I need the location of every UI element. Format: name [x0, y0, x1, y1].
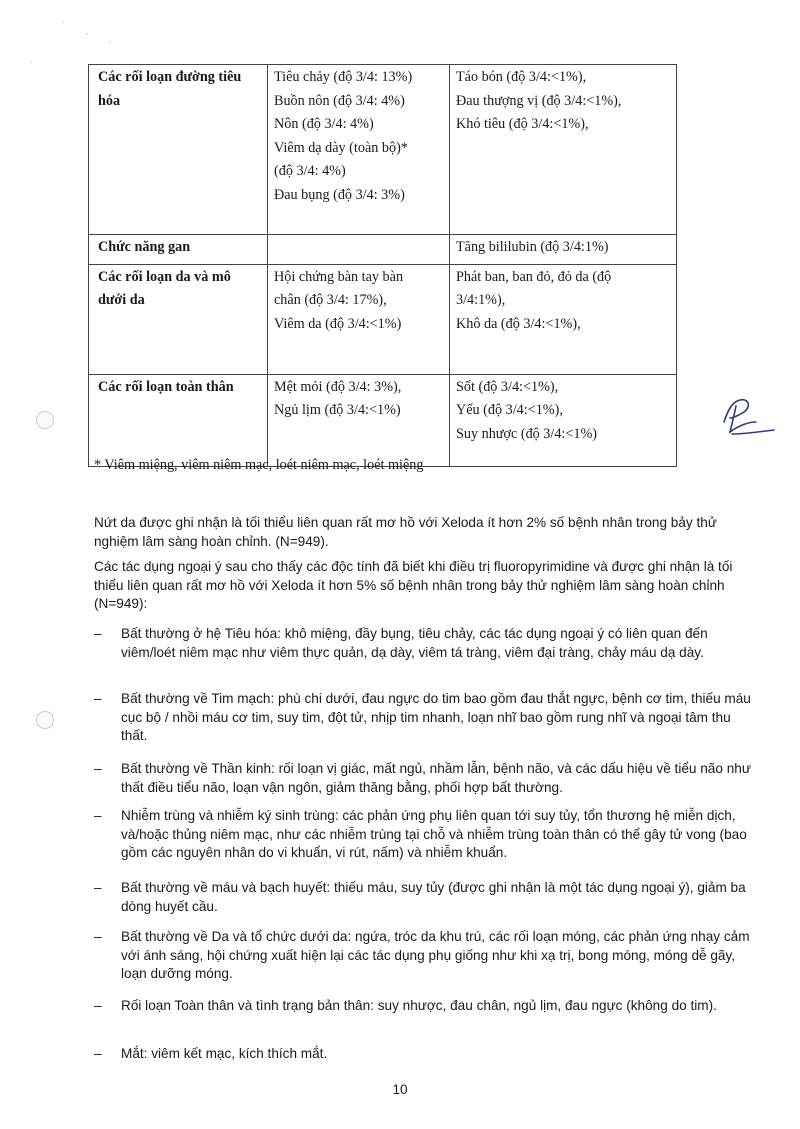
uncommon-effects-cell	[450, 65, 677, 235]
effect-line: Viêm da (độ 3/4:<1%)	[274, 315, 402, 332]
bullet-marker: –	[94, 626, 102, 641]
table-row	[89, 374, 677, 466]
effect-line: chân (độ 3/4: 17%),	[274, 292, 387, 308]
effect-line: Mệt mỏi (độ 3/4: 3%),	[274, 378, 402, 395]
list-item-text: Bất thường về Thần kinh: rối loạn vị giác, mất ngủ, nhầm lẫn, bệnh não, và các dấu hiệu về tiểu não như thất điều tiểu não, loạn vận ngôn, giảm thăng bằng, phối hợp bất thường.	[121, 761, 751, 795]
table-row	[89, 264, 677, 374]
effect-line: Đau thượng vị (độ 3/4:<1%),	[456, 92, 622, 109]
page-number: 10	[392, 1082, 408, 1097]
list-item	[94, 928, 754, 984]
adverse-events-table	[88, 64, 677, 467]
table-row	[89, 65, 677, 235]
uncommon-effects-cell	[450, 374, 677, 466]
scan-speck: ·	[62, 17, 65, 27]
list-item	[94, 690, 754, 746]
effect-line: Khô da (độ 3/4:<1%),	[456, 315, 581, 332]
list-item	[94, 997, 754, 1016]
table-row	[89, 235, 677, 265]
scan-speck: ·	[86, 29, 89, 39]
list-item	[94, 625, 754, 662]
bullet-marker: –	[94, 1046, 102, 1061]
paragraph: Nứt da được ghi nhận là tối thiểu liên quan rất mơ hồ với Xeloda ít hơn 2% số bệnh nhân trong bảy thử nghiệm lâm sàng hoàn chỉnh. (N=949).	[94, 515, 717, 549]
common-effects-cell	[268, 374, 450, 466]
bullet-marker: –	[94, 929, 102, 944]
scan-speck: ·	[30, 57, 33, 67]
uncommon-effects-cell	[450, 235, 677, 265]
organ-class-cell: Các rối loạn da và mô dưới da	[89, 264, 268, 374]
bullet-marker: –	[94, 691, 102, 706]
bullet-marker: –	[94, 998, 102, 1013]
bullet-marker: –	[94, 808, 102, 823]
effect-line: Suy nhược (độ 3/4:<1%)	[456, 425, 598, 442]
list-item-text: Bất thường về máu và bạch huyết: thiếu máu, suy tủy (được ghi nhận là một tác dụng ngoại ý), giảm ba dòng huyết cầu.	[121, 880, 746, 914]
scan-speck: ·	[108, 37, 111, 47]
handwritten-initial-signature	[718, 396, 776, 440]
bullet-marker: –	[94, 761, 102, 776]
effect-line: Tăng bililubin (độ 3/4:1%)	[456, 239, 609, 255]
list-item-text: Mắt: viêm kết mạc, kích thích mắt.	[121, 1046, 328, 1061]
bullet-marker: –	[94, 880, 102, 895]
list-item-text: Bất thường ở hệ Tiêu hóa: khô miệng, đầy bụng, tiêu chảy, các tác dụng ngoại ý có liên quan đến viêm/loét niêm mạc như viêm thực quản, dạ dày, viêm tá tràng, viêm đại tràng, chảy máu dạ dày.	[121, 626, 708, 660]
organ-class-cell: Các rối loạn toàn thân	[89, 374, 268, 466]
effect-line: Phát ban, ban đỏ, đỏ da (độ	[456, 268, 612, 285]
list-item-text: Bất thường về Da và tổ chức dưới da: ngứa, tróc da khu trú, các rối loạn móng, các phản ứng nhạy cảm với ánh sáng, hội chứng xuất hiện lại các tác dụng phụ giống như khi xạ trị, bong móng, móng dễ gãy, loạn dưỡng móng.	[121, 929, 750, 982]
effect-line: Tiêu chảy (độ 3/4: 13%)	[274, 69, 413, 85]
effect-line: Yếu (độ 3/4:<1%),	[456, 402, 563, 418]
list-item	[94, 879, 754, 916]
effect-line: Khó tiêu (độ 3/4:<1%),	[456, 116, 589, 132]
list-item-text: Bất thường về Tim mạch: phù chi dưới, đau ngực do tim bao gồm đau thắt ngực, bệnh cơ tim, thiếu máu cục bộ / nhồi máu cơ tim, suy tim, đột tử, nhịp tim nhanh, loạn nhĩ bao gồm rung nhĩ và ngoại tâm thu thất.	[121, 691, 751, 744]
effect-line: Viêm dạ dày (toàn bộ)*	[274, 139, 408, 156]
list-item-text: Nhiễm trùng và nhiễm ký sinh trùng: các phản ứng phụ liên quan tới suy tủy, tổn thương hệ miễn dịch, và/hoặc thủng niêm mạc, như các nhiễm trùng tại chỗ và nhiễm trùng toàn thân có thể gây tử vong (bao gồm các nguyên nhân do vi khuẩn, vi rút, nấm) và nhiễm khuẩn.	[121, 808, 747, 861]
common-effects-cell	[268, 65, 450, 235]
effect-line: Đau bụng (độ 3/4: 3%)	[274, 186, 405, 203]
paragraph: Các tác dụng ngoại ý sau cho thấy các độc tính đã biết khi điều trị fluoropyrimidine và được ghi nhận là tối thiểu liên quan rất mơ hồ với Xeloda ít hơn 5% số bệnh nhân trong bảy thử nghiệm lâm sàng hoàn chỉnh (N=949):	[94, 559, 733, 612]
effect-line: 3/4:1%),	[456, 292, 506, 308]
effect-line: Ngủ lịm (độ 3/4:<1%)	[274, 402, 401, 418]
effect-line: (độ 3/4: 4%)	[274, 163, 346, 179]
uncommon-effects-cell	[450, 264, 677, 374]
organ-class-cell: Chức năng gan	[89, 235, 268, 265]
list-item	[94, 1045, 754, 1064]
effect-line: Buồn nôn (độ 3/4: 4%)	[274, 92, 405, 109]
effect-line: Táo bón (độ 3/4:<1%),	[456, 69, 587, 85]
common-effects-cell	[268, 264, 450, 374]
organ-class-cell: Các rối loạn đường tiêu hóa	[89, 65, 268, 235]
punch-hole	[36, 711, 54, 729]
effect-line: Hội chứng bàn tay bàn	[274, 268, 404, 285]
effect-line: Sốt (độ 3/4:<1%),	[456, 378, 559, 395]
common-effects-cell	[268, 235, 450, 265]
list-item	[94, 760, 754, 797]
list-item	[94, 807, 754, 863]
list-item-text: Rối loạn Toàn thân và tình trạng bản thân: suy nhược, đau chân, ngủ lịm, đau ngực (không do tim).	[121, 998, 717, 1013]
punch-hole	[36, 411, 54, 429]
effect-line: Nôn (độ 3/4: 4%)	[274, 116, 374, 132]
table-footnote: * Viêm miệng, viêm niêm mạc, loét niêm mạc, loét miệng	[94, 457, 424, 473]
